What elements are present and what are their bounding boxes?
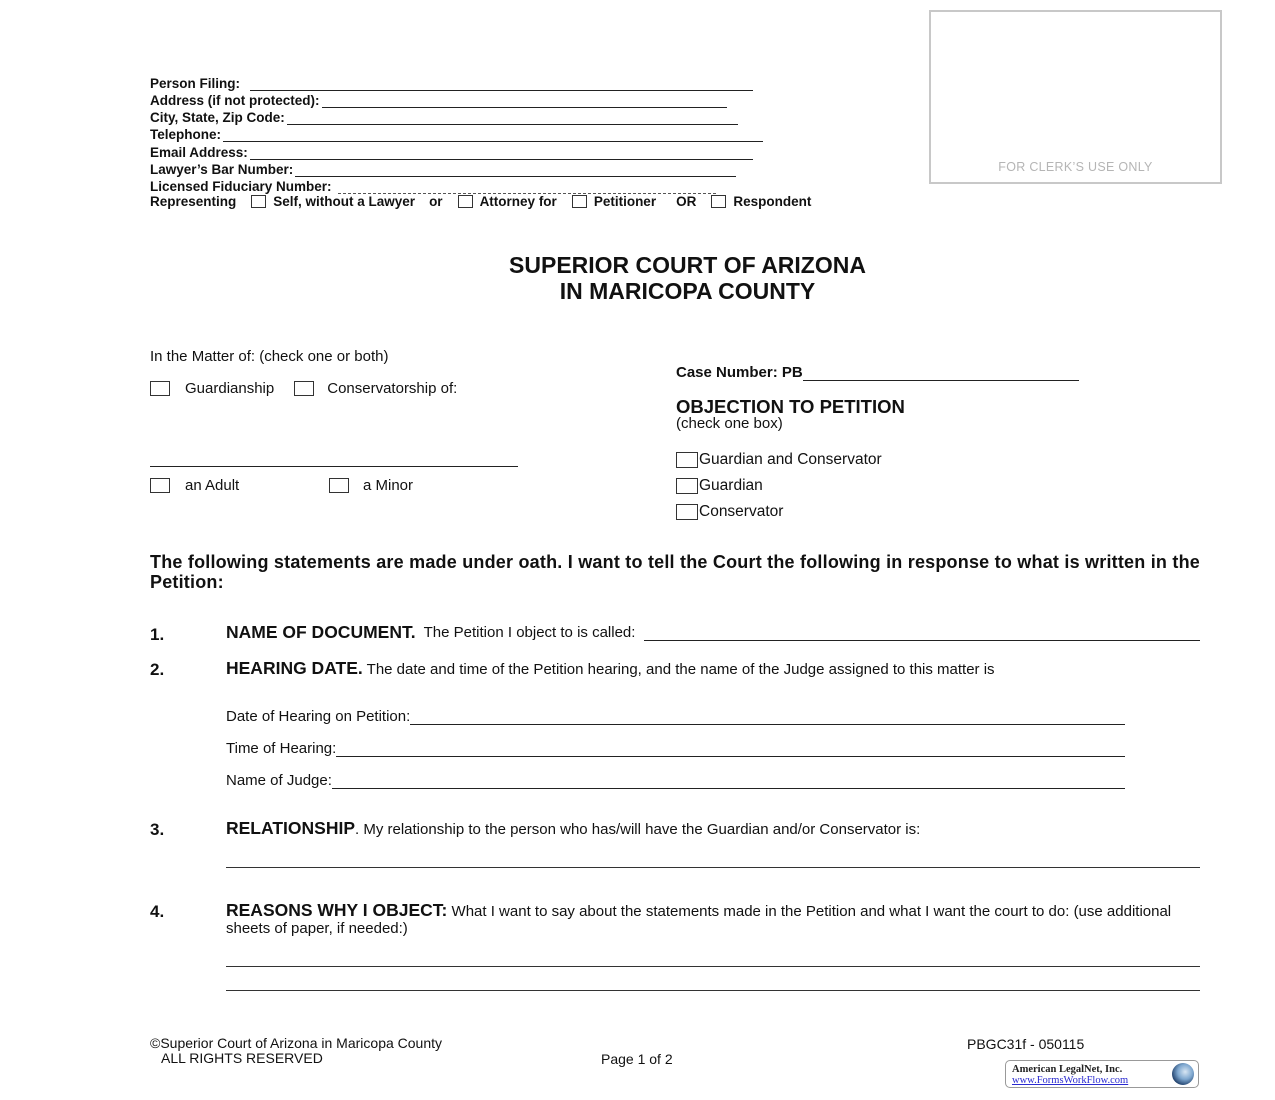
person-filing-label: Person Filing: [150,76,241,91]
hearing-time-field [226,740,1125,757]
court-title [300,252,1075,304]
matter-type-row [150,380,457,397]
relationship-input[interactable] [226,867,1200,868]
representing-row [150,194,811,209]
judge-name-label: Name of Judge: [226,772,332,789]
court-title-line1: SUPERIOR COURT OF ARIZONA [509,252,866,278]
rights-text: ALL RIGHTS RESERVED [161,1050,323,1066]
guardianship-label: Guardianship [185,380,275,397]
item-2-text: The date and time of the Petition hearing, and the name of the Judge assigned to this matter is [362,661,995,678]
hearing-date-field [226,708,1125,725]
petitioner-label: Petitioner [593,194,657,209]
item-3 [226,820,1200,838]
minor-checkbox[interactable] [329,478,349,493]
item-3-number: 3. [150,820,165,839]
case-number-input[interactable] [803,365,1079,381]
bar-number-field [150,160,736,177]
or-label: or [429,194,443,209]
guardianship-checkbox[interactable] [150,381,170,396]
item-3-text: . My relationship to the person who has/will have the Guardian and/or Conservator is: [355,821,921,838]
hearing-time-input[interactable] [336,741,1125,757]
telephone-label: Telephone: [150,127,222,142]
item-4-text: What I want to say about the statements made in the Petition and what I want the court to do: (use additional sheets of paper, if needed:) [226,903,1172,937]
item-1 [226,624,1200,641]
address-input[interactable] [322,94,727,108]
guardian-conservator-label: Guardian and Conservator [699,451,882,468]
guardian-conservator-checkbox[interactable] [676,452,698,468]
attorney-checkbox[interactable] [458,195,473,208]
case-number-label: Case Number: PB [676,364,803,381]
objection-subtitle: (check one box) [676,415,783,432]
fiduciary-number-label: Licensed Fiduciary Number: [150,179,332,194]
telephone-field [150,125,763,142]
address-field [150,91,727,108]
form-code: PBGC31f - 050115 [967,1036,1085,1052]
guardian-checkbox[interactable] [676,478,698,494]
reasons-input-line-2[interactable] [226,990,1200,991]
document-name-input[interactable] [644,625,1200,641]
minor-label: a Minor [363,477,414,494]
bar-number-input[interactable] [295,163,736,177]
person-filing-field [150,74,753,91]
petitioner-checkbox[interactable] [572,195,587,208]
item-2-number: 2. [150,660,165,679]
reasons-input-line-1[interactable] [226,966,1200,967]
item-1-heading: NAME OF DOCUMENT. [226,622,416,642]
judge-name-field [226,772,1125,789]
oath-statement: The following statements are made under oath. I want to tell the Court the following in response to what is written in the Petition: [150,552,1200,592]
or-label-2: OR [676,194,697,209]
legalnet-logo[interactable] [1005,1060,1199,1088]
self-label: Self, without a Lawyer [273,194,416,209]
page-number: Page 1 of 2 [601,1051,673,1067]
hearing-time-label: Time of Hearing: [226,740,337,757]
conservator-checkbox[interactable] [676,504,698,520]
fiduciary-number-field [150,177,716,194]
conservatorship-checkbox[interactable] [294,381,314,396]
respondent-checkbox[interactable] [711,195,726,208]
clerk-use-box [929,10,1222,184]
conservator-label: Conservator [699,503,784,520]
globe-icon [1172,1063,1194,1085]
city-state-zip-label: City, State, Zip Code: [150,110,285,125]
hearing-date-input[interactable] [410,709,1125,725]
adult-label: an Adult [185,477,240,494]
guardian-label: Guardian [699,477,763,494]
telephone-input[interactable] [223,128,763,142]
objection-option-conservator [676,503,783,521]
item-2-heading: HEARING DATE. [226,658,363,678]
hearing-date-label: Date of Hearing on Petition: [226,708,411,725]
item-1-number: 1. [150,625,165,644]
item-2 [226,660,1200,678]
objection-title: OBJECTION TO PETITION [676,396,905,417]
adult-checkbox[interactable] [150,478,170,493]
email-field [150,143,753,160]
city-state-zip-field [150,108,738,125]
item-1-text: The Petition I object to is called: [415,624,640,641]
footer-copyright [150,1036,442,1066]
court-title-line2: IN MARICOPA COUNTY [559,278,816,304]
minor-row [329,477,413,494]
judge-name-input[interactable] [332,773,1125,789]
case-number-field [676,364,1079,381]
fiduciary-number-input[interactable] [338,180,716,194]
objection-option-guardian [676,477,763,495]
email-label: Email Address: [150,145,248,160]
attorney-label: Attorney for [479,194,557,209]
representing-label: Representing [150,194,237,209]
person-filing-input[interactable] [250,77,753,91]
respondent-label: Respondent [733,194,812,209]
item-4-heading: REASONS WHY I OBJECT: [226,900,448,920]
matter-label: In the Matter of: (check one or both) [150,348,389,365]
copyright-text: ©Superior Court of Arizona in Maricopa County [150,1035,443,1051]
subject-name-input[interactable] [150,466,518,467]
address-label: Address (if not protected): [150,93,320,108]
item-4 [226,902,1200,937]
item-4-number: 4. [150,902,165,921]
clerk-use-label: FOR CLERK’S USE ONLY [998,160,1153,174]
age-type-row [150,477,239,494]
email-input[interactable] [250,146,753,160]
city-state-zip-input[interactable] [287,111,738,125]
conservatorship-label: Conservatorship of: [327,380,458,397]
item-3-heading: RELATIONSHIP [226,818,355,838]
bar-number-label: Lawyer’s Bar Number: [150,162,294,177]
objection-option-guardian-conservator [676,451,882,469]
logo-company: American LegalNet, Inc. [1012,1064,1123,1075]
logo-link[interactable]: www.FormsWorkFlow.com [1012,1075,1129,1086]
self-checkbox[interactable] [251,195,266,208]
